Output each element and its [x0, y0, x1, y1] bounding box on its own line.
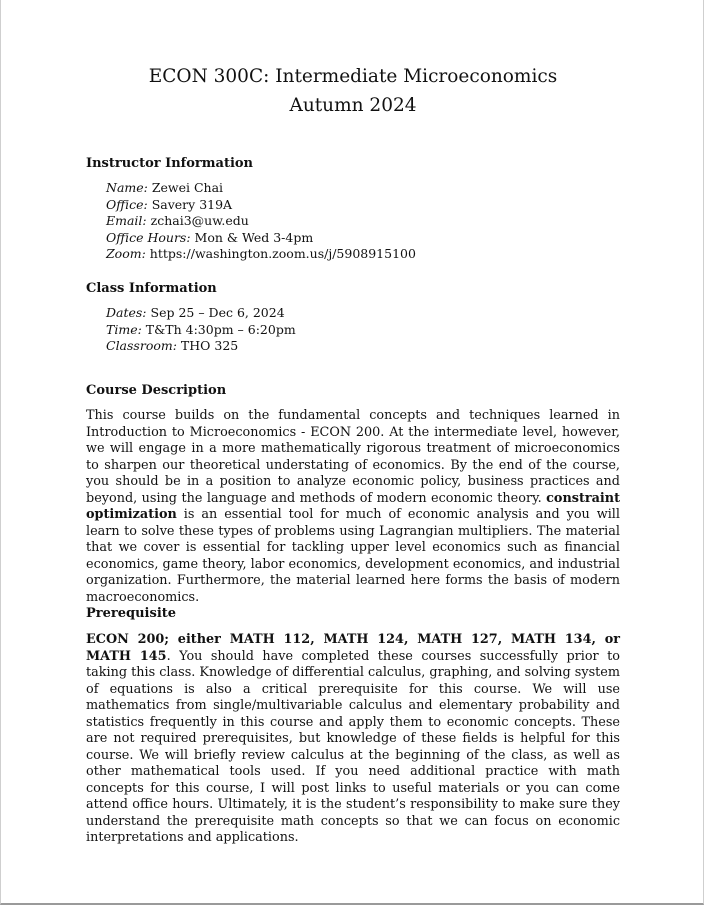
- document-title: [1, 62, 704, 120]
- time-label: Time:: [106, 321, 142, 337]
- instructor-email-row: [106, 213, 416, 230]
- term-title: Autumn 2024: [289, 95, 417, 116]
- office-value: Savery 319A: [151, 196, 233, 212]
- office-label: Office:: [106, 196, 148, 212]
- prerequisite-paragraph: [86, 632, 620, 847]
- instructor-heading: Instructor Information: [86, 156, 254, 171]
- class-room-row: [106, 338, 296, 355]
- description-text-1: This course builds on the fundamental concepts and techniques learned in Introduction to Microeconomics - ECON 200. At the intermediate level, however, we will engage in a more mathematically rigorous treatment of microeconomics to sharpen our theoretical understating of economics. By the end of the course, you should be in a position to analyze economic policy, business practices and beyond, using the language and methods of modern economic theory.: [86, 408, 620, 506]
- instructor-name-row: [106, 180, 416, 197]
- prerequisite-text: . You should have completed these courses successfully prior to taking this class. Knowledge of differential calculus, graphing, and solving system of equations is also a critical prerequisite for this course. We will use mathematics from single/multivariable calculus and elementary probability and statistics frequently in this course and apply them to economic concepts. These are not required prerequisites, but knowledge of these fields is helpful for this course. We will briefly review calculus at the beginning of the class, as well as other mathematical tools used. If you need additional practice with math concepts for this course, I will post links to useful materials or you can come attend office hours. Ultimately, it is the student’s responsibility to make sure they understand the prerequisite math concepts so that we can focus on economic interpretations and applications.: [86, 648, 620, 845]
- classroom-value: THO 325: [180, 338, 239, 354]
- name-label: Name:: [106, 180, 148, 195]
- dates-label: Dates:: [106, 305, 147, 320]
- zoom-label: Zoom:: [106, 246, 146, 262]
- class-time-row: [106, 322, 296, 339]
- instructor-hours-row: [106, 230, 416, 247]
- office-hours-value: Mon & Wed 3-4pm: [194, 229, 314, 245]
- instructor-office-row: [106, 197, 416, 214]
- zoom-link: https://washington.zoom.us/j/5908915100: [149, 246, 416, 262]
- office-hours-label: Office Hours:: [106, 229, 191, 245]
- class-info-heading: Class Information: [86, 281, 217, 296]
- description-text-2: is an essential tool for much of economic analysis and you will learn to solve these types of problems using Lagrangian multipliers. The material that we cover is essential for tackling upper level economics such as financial economics, game theory, labor economics, development economics, and industrial organization. Furthermore, the material learned here forms the basis of modern macroeconomics.: [86, 507, 620, 605]
- classroom-label: Classroom:: [106, 338, 177, 354]
- class-dates-row: [106, 305, 296, 322]
- instructor-info-list: [106, 180, 416, 263]
- email-value: zchai3@uw.edu: [150, 213, 249, 229]
- name-value: Zewei Chai: [151, 180, 224, 195]
- prerequisite-courses: ECON 200; either MATH 112, MATH 124, MATH 127, MATH 134, or MATH 145: [86, 632, 620, 664]
- course-description-heading: Course Description: [86, 383, 227, 398]
- course-description-paragraph: [86, 408, 620, 606]
- dates-value: Sep 25 – Dec 6, 2024: [150, 305, 285, 320]
- class-info-list: [106, 305, 296, 355]
- email-label: Email:: [106, 213, 147, 229]
- time-value: T&Th 4:30pm – 6:20pm: [145, 321, 296, 337]
- instructor-zoom-row: [106, 246, 416, 263]
- description-bold-term: constraint optimization: [86, 490, 620, 522]
- course-title: ECON 300C: Intermediate Microeconomics: [148, 66, 558, 87]
- prerequisite-heading: Prerequisite: [86, 606, 177, 621]
